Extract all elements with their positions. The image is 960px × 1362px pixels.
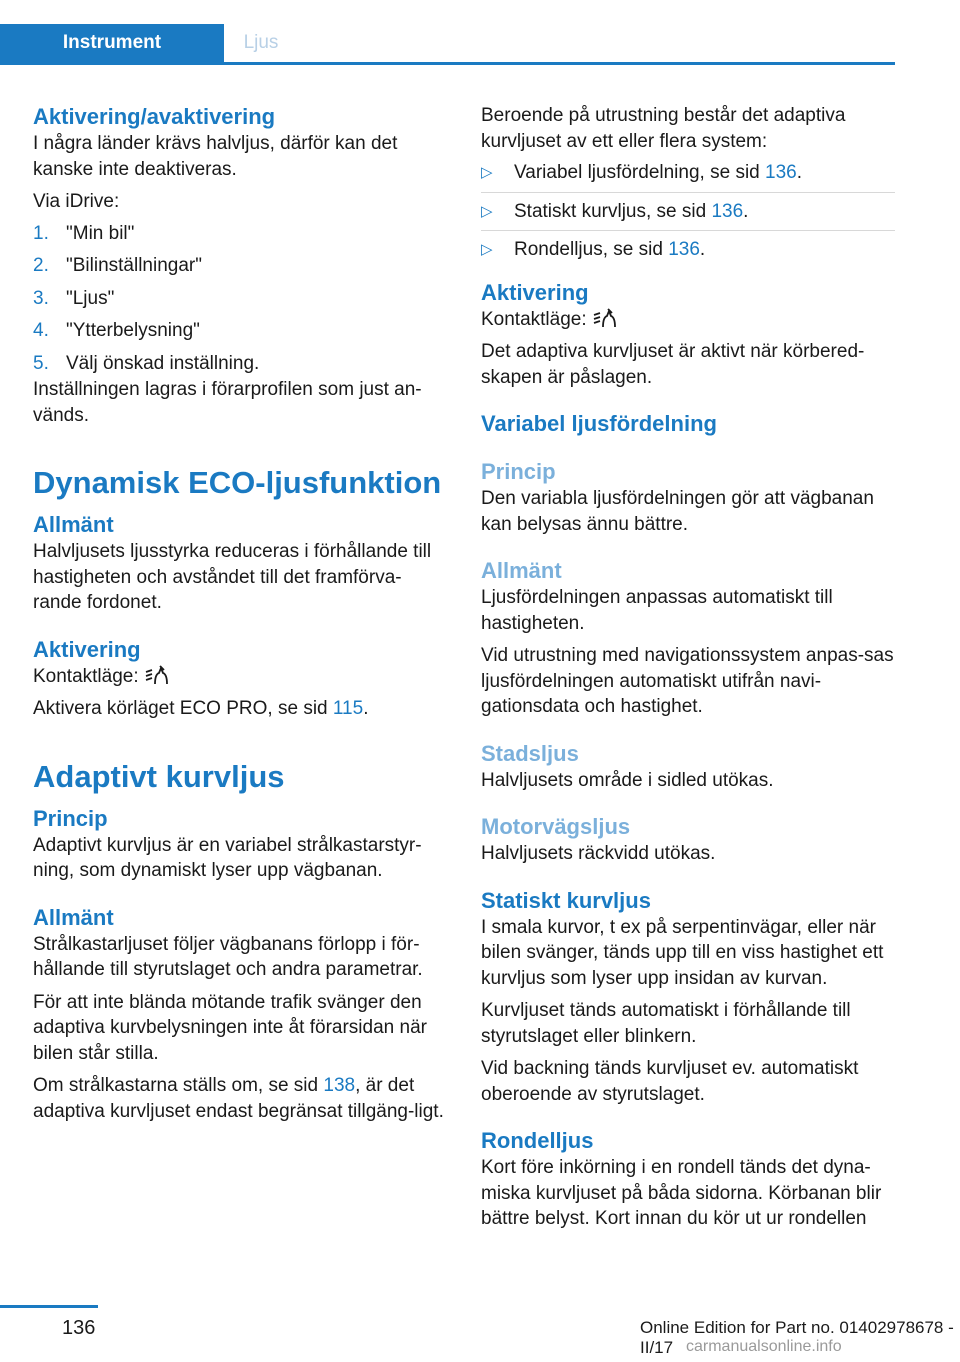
tab-instrument[interactable]: Instrument (0, 24, 224, 62)
text-lander: I några länder krävs halvljus, därför kan det kanske inte deaktiveras. (33, 133, 398, 180)
text-kontaktlage-2 (481, 307, 895, 333)
ignition-key-icon (143, 664, 171, 686)
text-rondell: Kort före inkörning i en rondell tänds det dyna‐miska kurvljuset på båda sidorna. Körbanan blir bättre belyst. Kort innan du kör ut ur rondellen (481, 1157, 882, 1229)
heading-aktivering-2: Aktivering (481, 279, 589, 305)
right-column (481, 103, 895, 1232)
heading-aktivering-1: Aktivering (33, 636, 141, 662)
list-item (33, 318, 448, 344)
heading-princip-2: Princip (481, 459, 556, 484)
list-item (33, 351, 448, 377)
list-item (481, 199, 895, 232)
page-link-136[interactable]: 136 (668, 239, 700, 260)
ignition-key-icon (591, 307, 619, 329)
footer-divider (0, 1305, 98, 1308)
text-tands-auto: Kurvljuset tänds automatiskt i förhållande till styrutslaget eller blinkern. (481, 1000, 851, 1047)
heading-princip-1: Princip (33, 805, 108, 831)
om-text: Om strålkastarna ställs om, se sid (33, 1075, 324, 1096)
heading-motorvagsljus: Motorvägsljus (481, 814, 631, 839)
text-halvljusets: Halvljusets ljusstyrka reduceras i förhållande till hastigheten och avståndet till det framförva‐rande fordonet. (33, 541, 432, 613)
kontaktlage-label: Kontaktläge: (33, 665, 139, 687)
page-link-136[interactable]: 136 (765, 162, 797, 183)
kontaktlage-label: Kontaktläge: (481, 308, 587, 330)
text-lagras: Inställningen lagras i förarprofilen som just an‐vänds. (33, 379, 422, 426)
heading-rondelljus: Rondelljus (481, 1128, 594, 1153)
page-link-115[interactable]: 115 (332, 698, 364, 719)
om-suffix: , är det adaptiva kurvljuset endast begränsat tillgäng‐ligt. (33, 1075, 444, 1122)
bullet-text: Rondelljus, se sid (514, 239, 669, 260)
triangle-bullet-icon: ▷ (481, 241, 493, 258)
text-aktivera-eco (33, 696, 448, 722)
text-adaptivt: Adaptivt kurvljus är en variabel strålkastarstyr‐ning, som dynamiskt lyser upp vägbanan. (33, 834, 422, 881)
heading-allmant-2: Allmänt (33, 904, 114, 930)
heading-adaptivt-kurvljus: Adaptivt kurvljus (33, 758, 285, 794)
steps-list (33, 221, 448, 377)
heading-aktivering-avaktivering: Aktivering/avaktivering (33, 104, 276, 129)
step-number: 4. (33, 320, 49, 341)
step-number: 2. (33, 255, 49, 276)
text-motorvagsljus: Halvljusets räckvidd utökas. (481, 843, 716, 864)
step-number: 1. (33, 222, 49, 244)
text-navigation: Vid utrustning med navigationssystem anpas‐sas ljusfördelningen automatiskt utifrån navi‐gationsdata och hastighet. (481, 645, 894, 717)
period: . (796, 162, 802, 183)
text-beroende: Beroende på utrustning består det adaptiva kurvljuset av ett eller flera system: (481, 105, 846, 152)
triangle-bullet-icon: ▷ (481, 202, 493, 220)
heading-variabel-ljusfordelning: Variabel ljusfördelning (481, 411, 717, 436)
heading-allmant-3: Allmänt (481, 558, 562, 583)
text-smala: I smala kurvor, t ex på serpentinvägar, eller när bilen svänger, tänds upp till en viss hastighet ett kurvljus som lyser upp insidan av kurvan. (481, 916, 884, 989)
aktivera-text: Aktivera körläget ECO PRO, se sid (33, 698, 333, 719)
bullet-text: Statiskt kurvljus, se sid (514, 200, 712, 222)
page-link-138[interactable]: 138 (323, 1075, 356, 1096)
edition-text: Online Edition for Part no. 01402978678 - II/17 (640, 1318, 954, 1357)
period: . (699, 239, 706, 260)
left-column (33, 103, 448, 1124)
step-number: 5. (33, 352, 49, 374)
step-text: "Min bil" (66, 222, 135, 244)
text-stralkastar: Strålkastarljuset följer vägbanans förlopp i för‐hållande till styrutslaget och andra parametrar. (33, 933, 423, 980)
step-text: "Ljus" (66, 287, 115, 309)
triangle-bullet-icon: ▷ (481, 164, 493, 181)
systems-list (481, 160, 895, 269)
text-idrive: Via iDrive: (33, 191, 120, 212)
text-stadsljus: Halvljusets område i sidled utökas. (481, 769, 774, 791)
text-backning: Vid backning tänds kurvljuset ev. automatiskt oberoende av styrutslaget. (481, 1058, 859, 1105)
text-adaptiva-aktivt: Det adaptiva kurvljuset är aktivt när körbered‐skapen är påslagen. (481, 341, 865, 388)
step-text: Välj önskad inställning. (66, 352, 260, 374)
step-number: 3. (33, 287, 49, 309)
tab-ljus[interactable]: Ljus (243, 32, 279, 53)
heading-statiskt-kurvljus: Statiskt kurvljus (481, 887, 651, 913)
step-text: "Ytterbelysning" (66, 320, 200, 341)
heading-allmant-1: Allmänt (33, 512, 114, 537)
text-om-stralkastarna (33, 1073, 448, 1124)
bullet-text: Variabel ljusfördelning, se sid (514, 162, 766, 183)
page-link-136[interactable]: 136 (711, 200, 744, 222)
heading-stadsljus: Stadsljus (481, 740, 579, 766)
list-item (481, 160, 895, 193)
list-item (33, 286, 448, 312)
text-kontaktlage-1 (33, 664, 448, 690)
step-text: "Bilinställningar" (66, 255, 202, 276)
list-item (481, 237, 895, 269)
heading-dynamisk-eco: Dynamisk ECO-ljusfunktion (33, 465, 442, 500)
list-item (33, 253, 448, 279)
text-blanda: För att inte blända mötande trafik svänger den adaptiva kurvbelysningen inte åt förarsidan när bilen står stilla. (33, 991, 427, 1064)
text-variabla: Den variabla ljusfördelningen gör att vägbanan kan belysas ännu bättre. (481, 488, 874, 535)
period: . (363, 698, 369, 719)
text-ljusfordelningen: Ljusfördelningen anpassas automatiskt till hastigheten. (481, 587, 833, 634)
page-number: 136 (62, 1317, 96, 1339)
period: . (743, 200, 749, 222)
watermark: carmanualsonline.info (686, 1338, 842, 1355)
header-tabbar (0, 24, 895, 65)
list-item (33, 221, 448, 247)
